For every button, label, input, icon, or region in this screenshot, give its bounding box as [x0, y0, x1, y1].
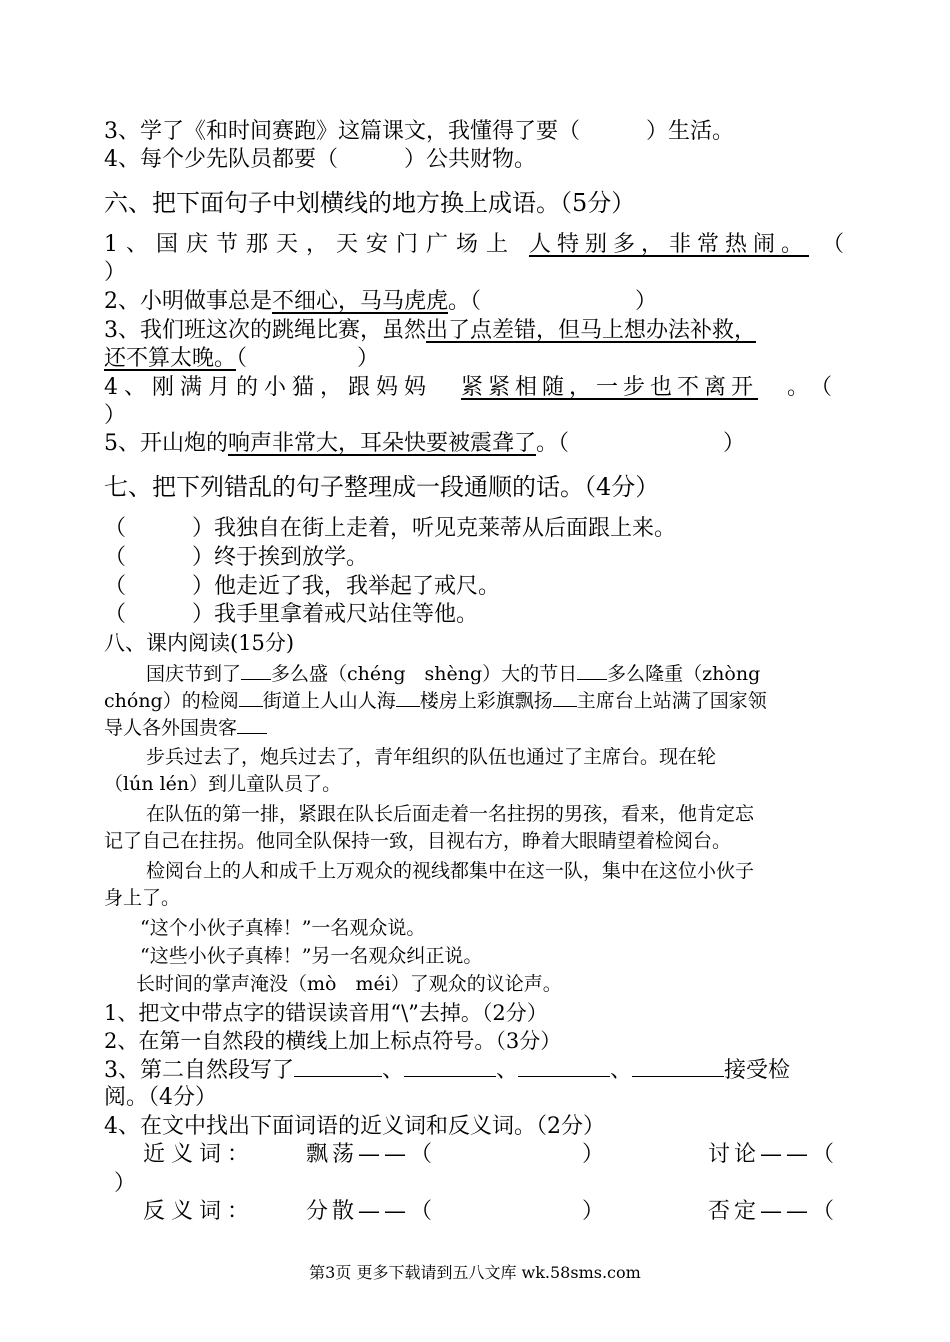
text-run: 多么隆重（zhòng	[607, 663, 761, 685]
sec5-q3: 3、学了《和时间赛跑》这篇课文，我懂得了要（ ）生活。	[104, 119, 734, 144]
sec6-q4-prefix: 4、刚满月的小猫，跟妈妈	[104, 375, 432, 400]
sec8-p8: 检阅台上的人和成千上万观众的视线都集中在这一队，集中在这位小伙子	[146, 860, 755, 882]
sec8-q3-cont: 阅。（4分）	[104, 1085, 217, 1110]
text-run: 、	[610, 1058, 633, 1083]
sec8-p10: “这个小伙子真棒！”一名观众说。	[140, 917, 426, 939]
ant-label: 反义词：	[143, 1199, 256, 1224]
syn-label: 近义词：	[143, 1142, 256, 1167]
punct-blank[interactable]	[237, 713, 267, 734]
sec6-q2-paren: 。（ ）	[448, 289, 658, 314]
sec7-s4: （ ）我手里拿着戒尺站住等他。	[104, 602, 479, 627]
text-run: 3、第二自然段写了	[104, 1058, 294, 1083]
text-run: 楼房上彩旗飘扬	[419, 690, 553, 712]
text-run: 、	[382, 1058, 405, 1083]
sec7-s1: （ ）我独自在街上走着，听见克莱蒂从后面跟上来。	[104, 516, 677, 541]
sec8-p5: （lún lén）到儿童队员了。	[104, 773, 342, 795]
text-run: 多么盛（chéng shèng）大的节日	[271, 663, 578, 685]
ant-word-1: 分散——（	[306, 1199, 437, 1224]
sec6-q1-prefix: 1、国庆节那天，天安门广场上	[104, 232, 516, 257]
text-run: chóng）的检阅	[104, 690, 239, 712]
answer-blank[interactable]	[518, 1056, 610, 1077]
punct-blank[interactable]	[553, 686, 577, 707]
punct-blank[interactable]	[577, 659, 607, 680]
sec6-q2-prefix: 2、小明做事总是	[104, 289, 272, 314]
answer-blank[interactable]	[294, 1056, 382, 1077]
sec8-p6: 在队伍的第一排，紧跟在队长后面走着一名拄拐的男孩，看来，他肯定忘	[146, 803, 755, 825]
punct-blank[interactable]	[396, 686, 420, 707]
syn-close-1: ）	[582, 1142, 605, 1167]
sec6-q4-paren: 。（	[786, 375, 844, 400]
sec6-q1	[104, 231, 844, 259]
sec6-title: 六、把下面句子中划横线的地方换上成语。（5分）	[104, 189, 636, 217]
text-run: 国庆节到了	[146, 663, 242, 685]
sec6-q4	[104, 374, 844, 402]
sec8-p9: 身上了。	[104, 887, 181, 909]
sec8-q4: 4、在文中找出下面词语的近义词和反义词。（2分）	[104, 1114, 605, 1139]
syn-close-2: ）	[114, 1171, 137, 1196]
sec6-q2	[104, 288, 657, 316]
sec6-q1-close: ）	[104, 260, 127, 285]
sec6-q3	[104, 317, 756, 345]
ant-close-1: ）	[582, 1199, 605, 1224]
text-run: 导人各外国贵客	[104, 717, 238, 739]
sec6-q5-prefix: 5、开山炮的	[104, 431, 228, 456]
sec6-q3-underlined-2: 还不算太晚。	[104, 346, 237, 371]
sec7-s3: （ ）他走近了我，我举起了戒尺。	[104, 574, 501, 599]
sec8-p11: “这些小伙子真棒！”另一名观众纠正说。	[140, 945, 483, 967]
sec8-p3	[104, 713, 267, 741]
sec6-q3-paren: （ ）	[236, 346, 380, 371]
sec6-q5	[104, 430, 745, 458]
sec8-p2	[104, 686, 767, 714]
sec6-q3-prefix: 3、我们班这次的跳绳比赛，虽然	[104, 318, 426, 343]
page-footer: 第3页 更多下载请到五八文库 wk.58sms.com	[309, 1263, 641, 1282]
syn-word-2: 讨论——（	[708, 1142, 839, 1167]
punct-blank[interactable]	[239, 686, 263, 707]
sec6-q5-underlined: 响声非常大，耳朵快要被震聋了	[228, 431, 537, 456]
sec8-q1: 1、把文中带点字的错误读音用“\”去掉。（2分）	[104, 1001, 548, 1025]
sec6-q5-paren: 。（ ）	[536, 431, 746, 456]
sec6-q3-cont	[104, 345, 379, 373]
text-run: 街道上人山人海	[262, 690, 396, 712]
text-run: 接受检	[724, 1058, 791, 1083]
sec7-title: 七、把下列错乱的句子整理成一段通顺的话。（4分）	[104, 473, 660, 501]
answer-blank[interactable]	[404, 1056, 496, 1077]
syn-word-1: 飘荡——（	[306, 1142, 437, 1167]
sec8-p1	[146, 659, 760, 687]
sec6-q1-paren: （	[821, 232, 844, 257]
sec8-q3	[104, 1056, 790, 1085]
sec6-q4-underlined: 紧紧相随，一步也不离开	[460, 375, 758, 400]
sec8-p4: 步兵过去了，炮兵过去了，青年组织的队伍也通过了主席台。现在轮	[146, 746, 717, 768]
sec8-q2: 2、在第一自然段的横线上加上标点符号。（3分）	[104, 1029, 562, 1053]
sec8-p7: 记了自己在拄拐。他同全队保持一致，目视右方，睁着大眼睛望着检阅台。	[104, 830, 732, 852]
sec6-q2-underlined: 不细心，马马虎虎	[272, 289, 449, 314]
sec6-q1-underlined: 人特别多，非常热闹。	[528, 232, 809, 257]
text-run: 主席台上站满了国家领	[576, 690, 767, 712]
text-run: 、	[496, 1058, 519, 1083]
sec6-q3-underlined-1: 出了点差错，但马上想办法补救，	[426, 318, 757, 343]
sec6-q4-close: ）	[104, 403, 127, 428]
sec8-title: 八、课内阅读(15分)	[104, 631, 295, 655]
answer-blank[interactable]	[632, 1056, 724, 1077]
punct-blank[interactable]	[241, 659, 271, 680]
sec8-p12: 长时间的掌声淹没（mò méi）了观众的议论声。	[136, 973, 562, 995]
ant-word-2: 否定——（	[708, 1199, 839, 1224]
sec5-q4: 4、每个少先队员都要（ ）公共财物。	[104, 147, 536, 172]
sec7-s2: （ ）终于挨到放学。	[104, 545, 369, 570]
